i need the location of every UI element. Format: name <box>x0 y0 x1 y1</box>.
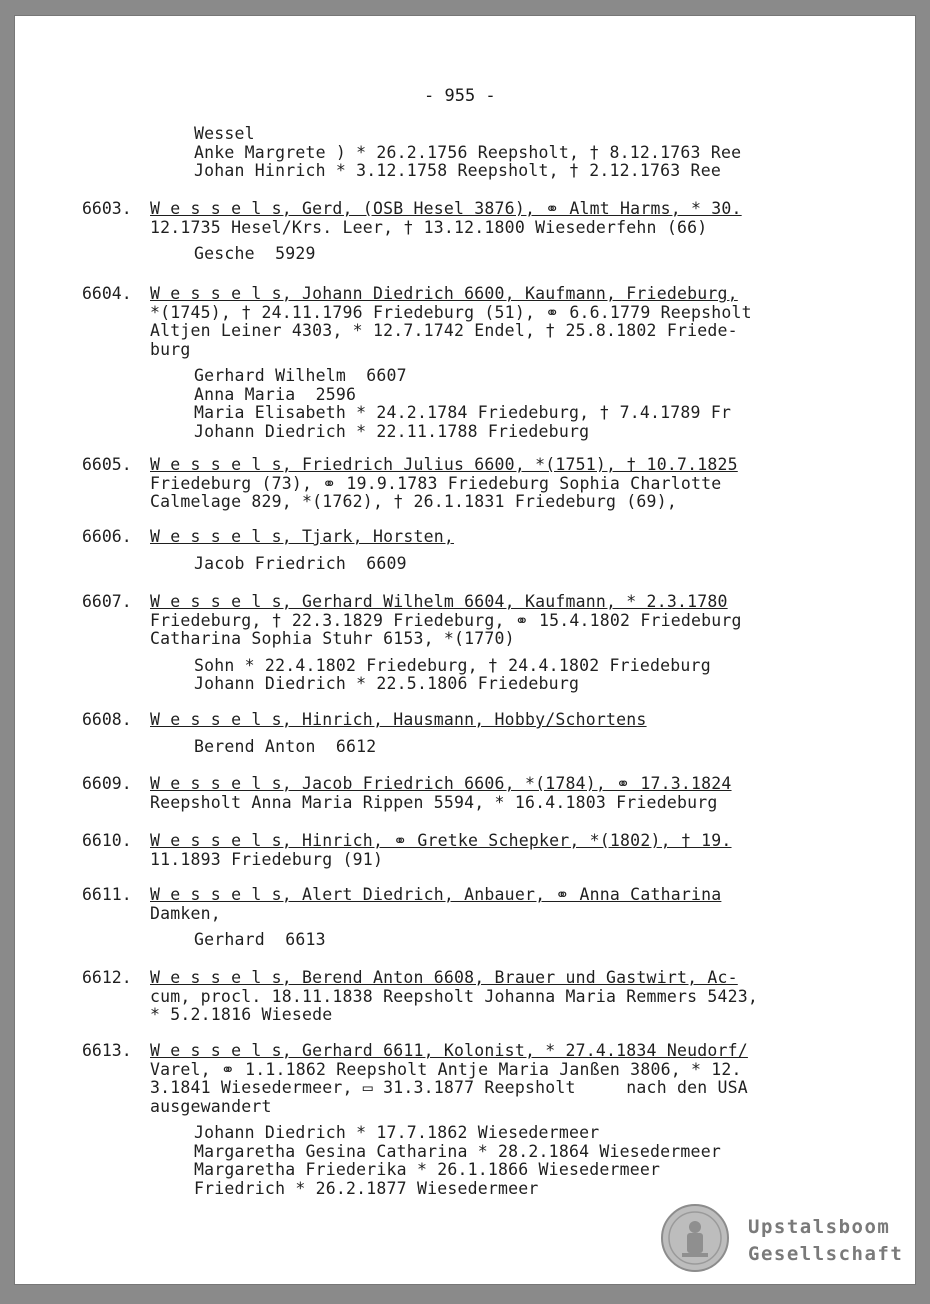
child-line: Gerhard Wilhelm 6607 <box>194 366 407 385</box>
entry-line: Altjen Leiner 4303, * 12.7.1742 Endel, † 25.8.1802 Friede- <box>150 321 738 340</box>
entry-number: 6610. <box>82 831 132 850</box>
entry-line: ausgewandert <box>150 1096 272 1116</box>
entry-line: W e s s e l s, Berend Anton 6608, Brauer und Gastwirt, Ac- <box>150 968 738 987</box>
entry-line: * 5.2.1816 Wiesede <box>150 1005 333 1024</box>
child-line: Anke Margrete ) * 26.2.1756 Reepsholt, † 8.12.1763 Ree <box>194 143 742 162</box>
entry-number: 6604. <box>82 284 132 303</box>
entry-line: W e s s e l s, Tjark, Horsten, <box>150 527 455 546</box>
entry-line: 11.1893 Friedeburg (91) <box>150 849 384 869</box>
entry-number: 6613. <box>82 1041 132 1060</box>
entry-line: Friedeburg (73), ⚭ 19.9.1783 Friedeburg Sophia Charlotte <box>150 473 722 493</box>
entry-line: W e s s e l s, Hinrich, ⚭ Gretke Schepker, *(1802), † 19. <box>150 831 732 850</box>
child-line: Maria Elisabeth * 24.2.1784 Friedeburg, † 7.4.1789 Fr <box>194 403 732 422</box>
entry-number: 6608. <box>82 710 132 729</box>
entry-line: burg <box>150 339 191 359</box>
entry-number: 6609. <box>82 774 132 793</box>
entry-line: W e s s e l s, Hinrich, Hausmann, Hobby/Schortens <box>150 710 647 729</box>
child-line: Friedrich * 26.2.1877 Wiesedermeer <box>194 1178 539 1198</box>
entry-line: Catharina Sophia Stuhr 6153, *(1770) <box>150 629 515 648</box>
child-line: Johann Diedrich * 22.5.1806 Friedeburg <box>194 674 580 693</box>
child-line: Gerhard 6613 <box>194 930 326 949</box>
child-line: Johann Diedrich * 17.7.1862 Wiesedermeer <box>194 1123 600 1142</box>
child-line: Jacob Friedrich 6609 <box>194 553 407 573</box>
entry-number: 6606. <box>82 527 132 546</box>
entry-line: Friedeburg, † 22.3.1829 Friedeburg, ⚭ 15.4.1802 Friedeburg <box>150 610 742 630</box>
society-name-line1: Upstalsboom <box>748 1216 891 1238</box>
entry-line: W e s s e l s, Alert Diedrich, Anbauer, ⚭ Anna Catharina <box>150 885 722 904</box>
entry-line: 12.1735 Hesel/Krs. Leer, † 13.12.1800 Wiesederfehn (66) <box>150 217 708 237</box>
entry-line: W e s s e l s, Friedrich Julius 6600, *(1751), † 10.7.1825 <box>150 455 738 474</box>
entry-number: 6605. <box>82 455 132 474</box>
entry-line: Calmelage 829, *(1762), † 26.1.1831 Friedeburg (69), <box>150 492 677 511</box>
entry-line: W e s s e l s, Johann Diedrich 6600, Kaufmann, Friedeburg, <box>150 284 738 303</box>
entry-line: Varel, ⚭ 1.1.1862 Reepsholt Antje Maria Janßen 3806, * 12. <box>150 1059 742 1079</box>
entry-line: 3.1841 Wiesedermeer, ▭ 31.3.1877 Reepsholt nach den USA <box>150 1078 748 1097</box>
entry-line: cum, procl. 18.11.1838 Reepsholt Johanna Maria Remmers 5423, <box>150 986 759 1006</box>
entry-line: *(1745), † 24.11.1796 Friedeburg (51), ⚭ 6.6.1779 Reepsholt <box>150 302 752 322</box>
child-line: Gesche 5929 <box>194 244 316 263</box>
child-line: Margaretha Gesina Catharina * 28.2.1864 Wiesedermeer <box>194 1141 721 1161</box>
seal-icon <box>660 1203 730 1273</box>
entry-line: W e s s e l s, Gerhard Wilhelm 6604, Kaufmann, * 2.3.1780 <box>150 592 728 611</box>
child-line: Berend Anton 6612 <box>194 736 377 756</box>
entry-number: 6603. <box>82 199 132 218</box>
entry-line: W e s s e l s, Gerhard 6611, Kolonist, * 27.4.1834 Neudorf/ <box>150 1041 748 1060</box>
entry-number: 6612. <box>82 968 132 987</box>
child-line: Johann Diedrich * 22.11.1788 Friedeburg <box>194 421 590 441</box>
entry-number: 6611. <box>82 885 132 904</box>
child-line: Anna Maria 2596 <box>194 384 357 404</box>
child-line: Margaretha Friederika * 26.1.1866 Wiesedermeer <box>194 1160 661 1179</box>
entry-line: W e s s e l s, Jacob Friedrich 6606, *(1784), ⚭ 17.3.1824 <box>150 774 732 793</box>
child-line: Sohn * 22.4.1802 Friedeburg, † 24.4.1802 Friedeburg <box>194 655 711 675</box>
society-name-line2: Gesellschaft <box>748 1243 904 1265</box>
child-line: Johan Hinrich * 3.12.1758 Reepsholt, † 2.12.1763 Ree <box>194 161 721 180</box>
child-line: Wessel <box>194 124 255 143</box>
entry-line: W e s s e l s, Gerd, (OSB Hesel 3876), ⚭ Almt Harms, * 30. <box>150 199 742 218</box>
entry-number: 6607. <box>82 592 132 611</box>
page-number: - 955 - <box>424 86 496 106</box>
entry-line: Reepsholt Anna Maria Rippen 5594, * 16.4.1803 Friedeburg <box>150 792 718 812</box>
entry-line: Damken, <box>150 903 221 923</box>
